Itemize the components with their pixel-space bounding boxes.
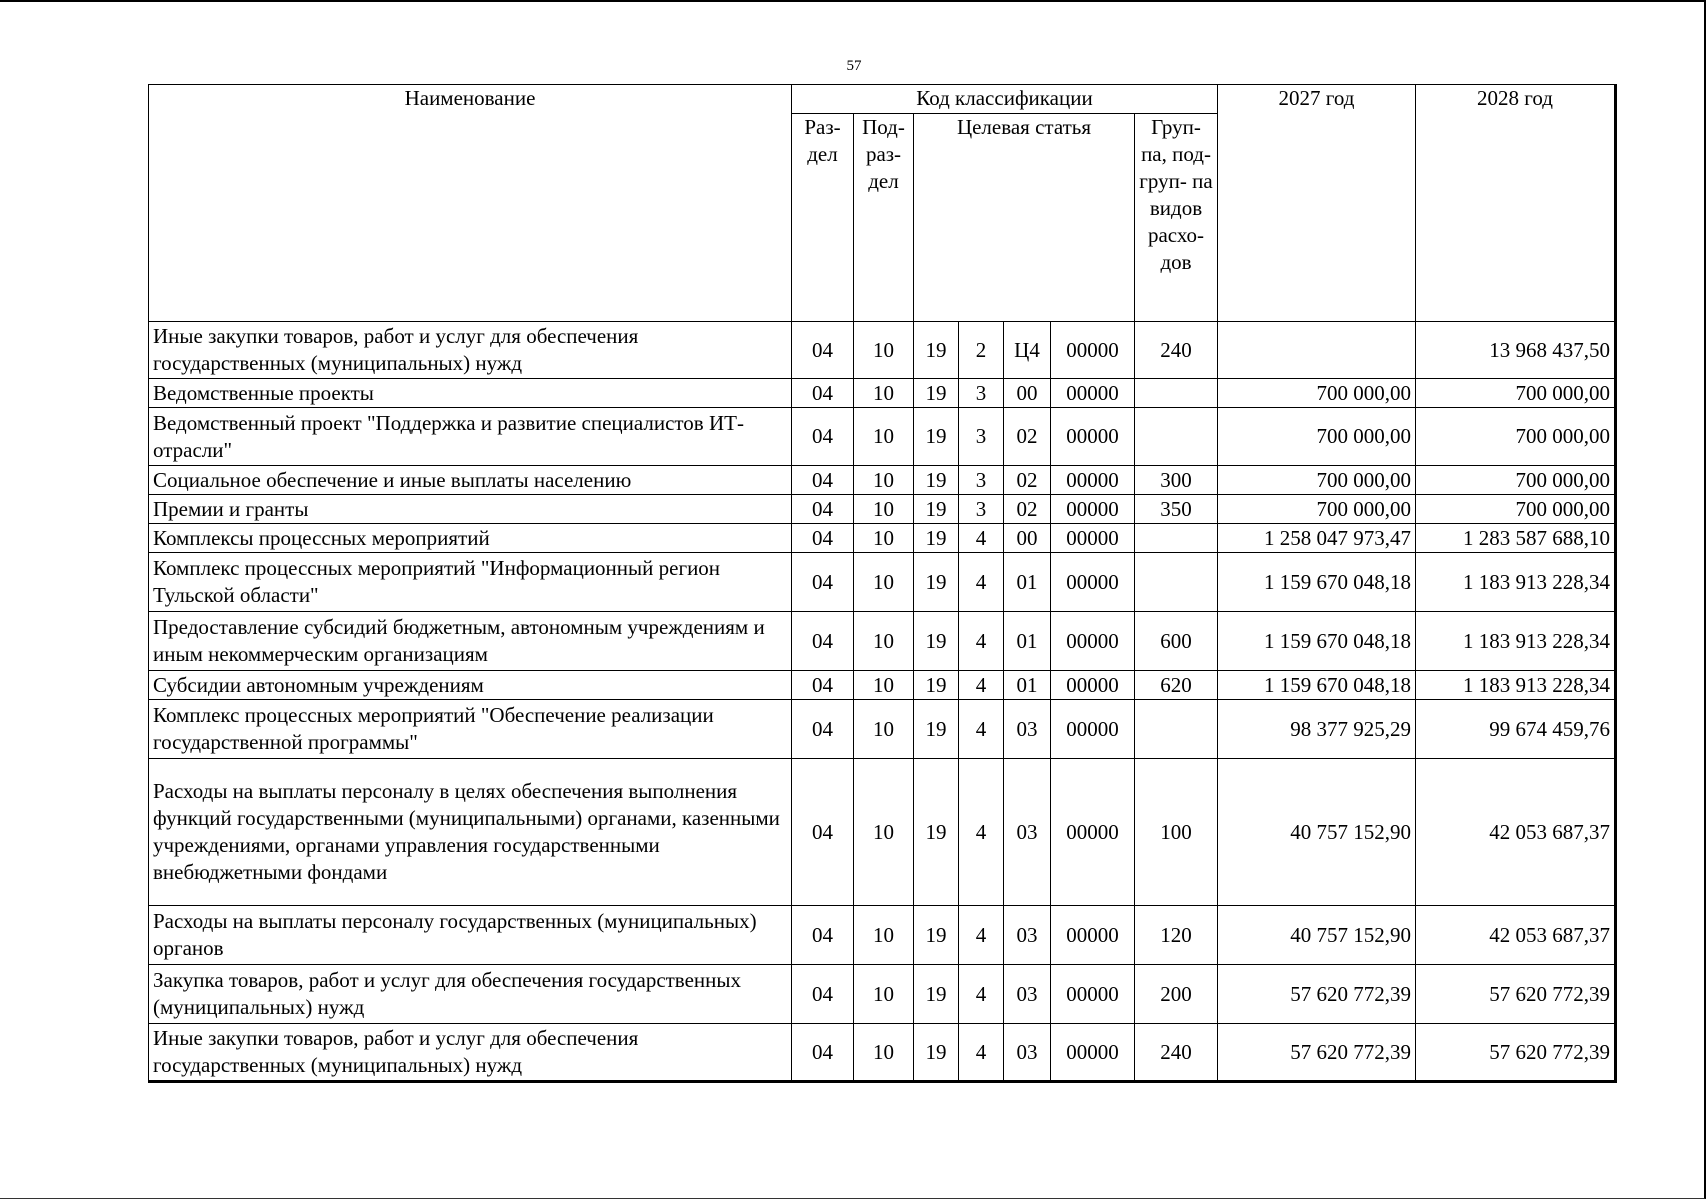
cell-target-program: 19 xyxy=(914,553,959,612)
cell-amount-2028: 57 620 772,39 xyxy=(1416,1024,1616,1082)
cell-section: 04 xyxy=(792,495,854,524)
cell-amount-2027: 40 757 152,90 xyxy=(1218,759,1416,906)
cell-subsection: 10 xyxy=(854,906,914,965)
table-row xyxy=(149,612,1616,671)
cell-name: Комплекс процессных мероприятий "Информационный регион Тульской области" xyxy=(149,553,792,612)
header-year-2027: 2027 год xyxy=(1218,85,1416,322)
cell-section: 04 xyxy=(792,1024,854,1082)
cell-target-program: 19 xyxy=(914,466,959,495)
cell-amount-2028: 700 000,00 xyxy=(1416,495,1616,524)
cell-amount-2027: 700 000,00 xyxy=(1218,466,1416,495)
header-expense-group: Груп- па, под- груп- па видов расхо- дов xyxy=(1135,114,1218,322)
cell-name: Премии и гранты xyxy=(149,495,792,524)
header-name: Наименование xyxy=(149,85,792,322)
cell-subsection: 10 xyxy=(854,553,914,612)
cell-target-program: 19 xyxy=(914,322,959,379)
cell-target-direction: 00000 xyxy=(1051,759,1135,906)
cell-subsection: 10 xyxy=(854,1024,914,1082)
cell-target-structure: 02 xyxy=(1004,495,1051,524)
cell-expense-group: 300 xyxy=(1135,466,1218,495)
cell-target-direction: 00000 xyxy=(1051,1024,1135,1082)
cell-amount-2027: 1 159 670 048,18 xyxy=(1218,612,1416,671)
cell-target-structure: Ц4 xyxy=(1004,322,1051,379)
cell-target-program: 19 xyxy=(914,524,959,553)
cell-expense-group xyxy=(1135,379,1218,408)
cell-target-type: 3 xyxy=(959,408,1004,466)
cell-target-type: 4 xyxy=(959,1024,1004,1082)
cell-section: 04 xyxy=(792,466,854,495)
cell-name: Комплексы процессных мероприятий xyxy=(149,524,792,553)
cell-section: 04 xyxy=(792,671,854,700)
cell-target-program: 19 xyxy=(914,759,959,906)
header-section: Раз- дел xyxy=(792,114,854,322)
cell-amount-2028: 42 053 687,37 xyxy=(1416,906,1616,965)
cell-subsection: 10 xyxy=(854,466,914,495)
cell-amount-2028: 42 053 687,37 xyxy=(1416,759,1616,906)
cell-name: Ведомственный проект "Поддержка и развитие специалистов ИТ-отрасли" xyxy=(149,408,792,466)
cell-amount-2028: 1 283 587 688,10 xyxy=(1416,524,1616,553)
cell-name: Субсидии автономным учреждениям xyxy=(149,671,792,700)
cell-amount-2027: 57 620 772,39 xyxy=(1218,1024,1416,1082)
cell-amount-2028: 99 674 459,76 xyxy=(1416,700,1616,759)
table-row xyxy=(149,553,1616,612)
cell-target-structure: 01 xyxy=(1004,671,1051,700)
cell-target-structure: 03 xyxy=(1004,700,1051,759)
table-row xyxy=(149,466,1616,495)
cell-target-program: 19 xyxy=(914,671,959,700)
table-row xyxy=(149,495,1616,524)
cell-section: 04 xyxy=(792,612,854,671)
cell-amount-2028: 13 968 437,50 xyxy=(1416,322,1616,379)
cell-target-program: 19 xyxy=(914,379,959,408)
cell-amount-2028: 700 000,00 xyxy=(1416,379,1616,408)
cell-subsection: 10 xyxy=(854,408,914,466)
cell-expense-group: 200 xyxy=(1135,965,1218,1024)
cell-amount-2027: 40 757 152,90 xyxy=(1218,906,1416,965)
cell-target-direction: 00000 xyxy=(1051,906,1135,965)
cell-expense-group: 600 xyxy=(1135,612,1218,671)
header-year-2028: 2028 год xyxy=(1416,85,1616,322)
cell-expense-group xyxy=(1135,408,1218,466)
cell-subsection: 10 xyxy=(854,671,914,700)
cell-target-structure: 03 xyxy=(1004,1024,1051,1082)
cell-section: 04 xyxy=(792,700,854,759)
cell-target-structure: 03 xyxy=(1004,906,1051,965)
cell-target-direction: 00000 xyxy=(1051,495,1135,524)
cell-target-type: 4 xyxy=(959,524,1004,553)
cell-expense-group xyxy=(1135,553,1218,612)
cell-target-type: 3 xyxy=(959,466,1004,495)
cell-target-direction: 00000 xyxy=(1051,524,1135,553)
cell-amount-2027: 98 377 925,29 xyxy=(1218,700,1416,759)
cell-amount-2027: 57 620 772,39 xyxy=(1218,965,1416,1024)
table-row xyxy=(149,408,1616,466)
cell-target-structure: 02 xyxy=(1004,408,1051,466)
cell-subsection: 10 xyxy=(854,524,914,553)
cell-expense-group: 100 xyxy=(1135,759,1218,906)
cell-target-structure: 01 xyxy=(1004,553,1051,612)
table-row xyxy=(149,524,1616,553)
cell-expense-group xyxy=(1135,700,1218,759)
cell-name: Иные закупки товаров, работ и услуг для обеспечения государственных (муниципальных) нужд xyxy=(149,1024,792,1082)
table-row xyxy=(149,322,1616,379)
cell-amount-2028: 1 183 913 228,34 xyxy=(1416,671,1616,700)
cell-subsection: 10 xyxy=(854,379,914,408)
table-row xyxy=(149,1024,1616,1082)
cell-target-structure: 00 xyxy=(1004,524,1051,553)
cell-section: 04 xyxy=(792,408,854,466)
cell-amount-2027 xyxy=(1218,322,1416,379)
cell-target-type: 4 xyxy=(959,700,1004,759)
cell-subsection: 10 xyxy=(854,495,914,524)
cell-target-direction: 00000 xyxy=(1051,671,1135,700)
cell-target-type: 4 xyxy=(959,553,1004,612)
table-row xyxy=(149,906,1616,965)
table-row xyxy=(149,700,1616,759)
cell-target-structure: 01 xyxy=(1004,612,1051,671)
cell-subsection: 10 xyxy=(854,700,914,759)
cell-subsection: 10 xyxy=(854,612,914,671)
cell-target-program: 19 xyxy=(914,906,959,965)
cell-amount-2028: 700 000,00 xyxy=(1416,466,1616,495)
cell-target-direction: 00000 xyxy=(1051,466,1135,495)
cell-expense-group: 240 xyxy=(1135,1024,1218,1082)
cell-target-structure: 02 xyxy=(1004,466,1051,495)
cell-target-direction: 00000 xyxy=(1051,965,1135,1024)
cell-subsection: 10 xyxy=(854,322,914,379)
cell-target-type: 4 xyxy=(959,906,1004,965)
cell-target-program: 19 xyxy=(914,965,959,1024)
header-row-top xyxy=(149,85,1616,114)
cell-amount-2028: 57 620 772,39 xyxy=(1416,965,1616,1024)
table-row xyxy=(149,379,1616,408)
cell-target-program: 19 xyxy=(914,408,959,466)
table-row xyxy=(149,759,1616,906)
cell-target-direction: 00000 xyxy=(1051,700,1135,759)
cell-target-type: 4 xyxy=(959,965,1004,1024)
cell-name: Социальное обеспечение и иные выплаты населению xyxy=(149,466,792,495)
cell-section: 04 xyxy=(792,322,854,379)
cell-amount-2028: 700 000,00 xyxy=(1416,408,1616,466)
header-subsection: Под- раз- дел xyxy=(854,114,914,322)
cell-target-type: 3 xyxy=(959,379,1004,408)
cell-amount-2027: 1 159 670 048,18 xyxy=(1218,671,1416,700)
table-row xyxy=(149,671,1616,700)
cell-expense-group: 120 xyxy=(1135,906,1218,965)
cell-target-direction: 00000 xyxy=(1051,553,1135,612)
cell-section: 04 xyxy=(792,379,854,408)
cell-name: Иные закупки товаров, работ и услуг для обеспечения государственных (муниципальных) нужд xyxy=(149,322,792,379)
cell-amount-2027: 1 258 047 973,47 xyxy=(1218,524,1416,553)
cell-expense-group: 350 xyxy=(1135,495,1218,524)
cell-target-structure: 03 xyxy=(1004,965,1051,1024)
cell-section: 04 xyxy=(792,906,854,965)
cell-name: Расходы на выплаты персоналу в целях обеспечения выполнения функций государственными (муниципальными) органами, казенными учреждениями, органами управления государственными внебюджетными фондами xyxy=(149,759,792,906)
cell-target-program: 19 xyxy=(914,700,959,759)
cell-target-structure: 03 xyxy=(1004,759,1051,906)
cell-amount-2028: 1 183 913 228,34 xyxy=(1416,553,1616,612)
cell-target-direction: 00000 xyxy=(1051,408,1135,466)
cell-subsection: 10 xyxy=(854,965,914,1024)
cell-name: Комплекс процессных мероприятий "Обеспечение реализации государственной программы" xyxy=(149,700,792,759)
cell-target-structure: 00 xyxy=(1004,379,1051,408)
header-target-article: Целевая статья xyxy=(914,114,1135,322)
cell-target-type: 3 xyxy=(959,495,1004,524)
cell-section: 04 xyxy=(792,553,854,612)
cell-section: 04 xyxy=(792,524,854,553)
cell-amount-2027: 700 000,00 xyxy=(1218,408,1416,466)
table-body xyxy=(149,322,1616,1082)
cell-target-program: 19 xyxy=(914,612,959,671)
cell-expense-group: 620 xyxy=(1135,671,1218,700)
cell-target-type: 4 xyxy=(959,759,1004,906)
cell-amount-2027: 700 000,00 xyxy=(1218,495,1416,524)
cell-name: Расходы на выплаты персоналу государственных (муниципальных) органов xyxy=(149,906,792,965)
cell-target-direction: 00000 xyxy=(1051,379,1135,408)
page-number: 57 xyxy=(846,58,862,74)
cell-name: Ведомственные проекты xyxy=(149,379,792,408)
budget-table xyxy=(148,84,1617,1083)
cell-target-program: 19 xyxy=(914,495,959,524)
cell-section: 04 xyxy=(792,759,854,906)
cell-target-type: 4 xyxy=(959,671,1004,700)
cell-expense-group xyxy=(1135,524,1218,553)
cell-subsection: 10 xyxy=(854,759,914,906)
cell-expense-group: 240 xyxy=(1135,322,1218,379)
cell-target-program: 19 xyxy=(914,1024,959,1082)
cell-name: Закупка товаров, работ и услуг для обеспечения государственных (муниципальных) нужд xyxy=(149,965,792,1024)
header-classification: Код классификации xyxy=(792,85,1218,114)
cell-target-type: 2 xyxy=(959,322,1004,379)
cell-target-type: 4 xyxy=(959,612,1004,671)
cell-target-direction: 00000 xyxy=(1051,612,1135,671)
cell-amount-2027: 700 000,00 xyxy=(1218,379,1416,408)
table-row xyxy=(149,965,1616,1024)
cell-name: Предоставление субсидий бюджетным, автономным учреждениям и иным некоммерческим организациям xyxy=(149,612,792,671)
cell-amount-2027: 1 159 670 048,18 xyxy=(1218,553,1416,612)
cell-target-direction: 00000 xyxy=(1051,322,1135,379)
cell-amount-2028: 1 183 913 228,34 xyxy=(1416,612,1616,671)
cell-section: 04 xyxy=(792,965,854,1024)
